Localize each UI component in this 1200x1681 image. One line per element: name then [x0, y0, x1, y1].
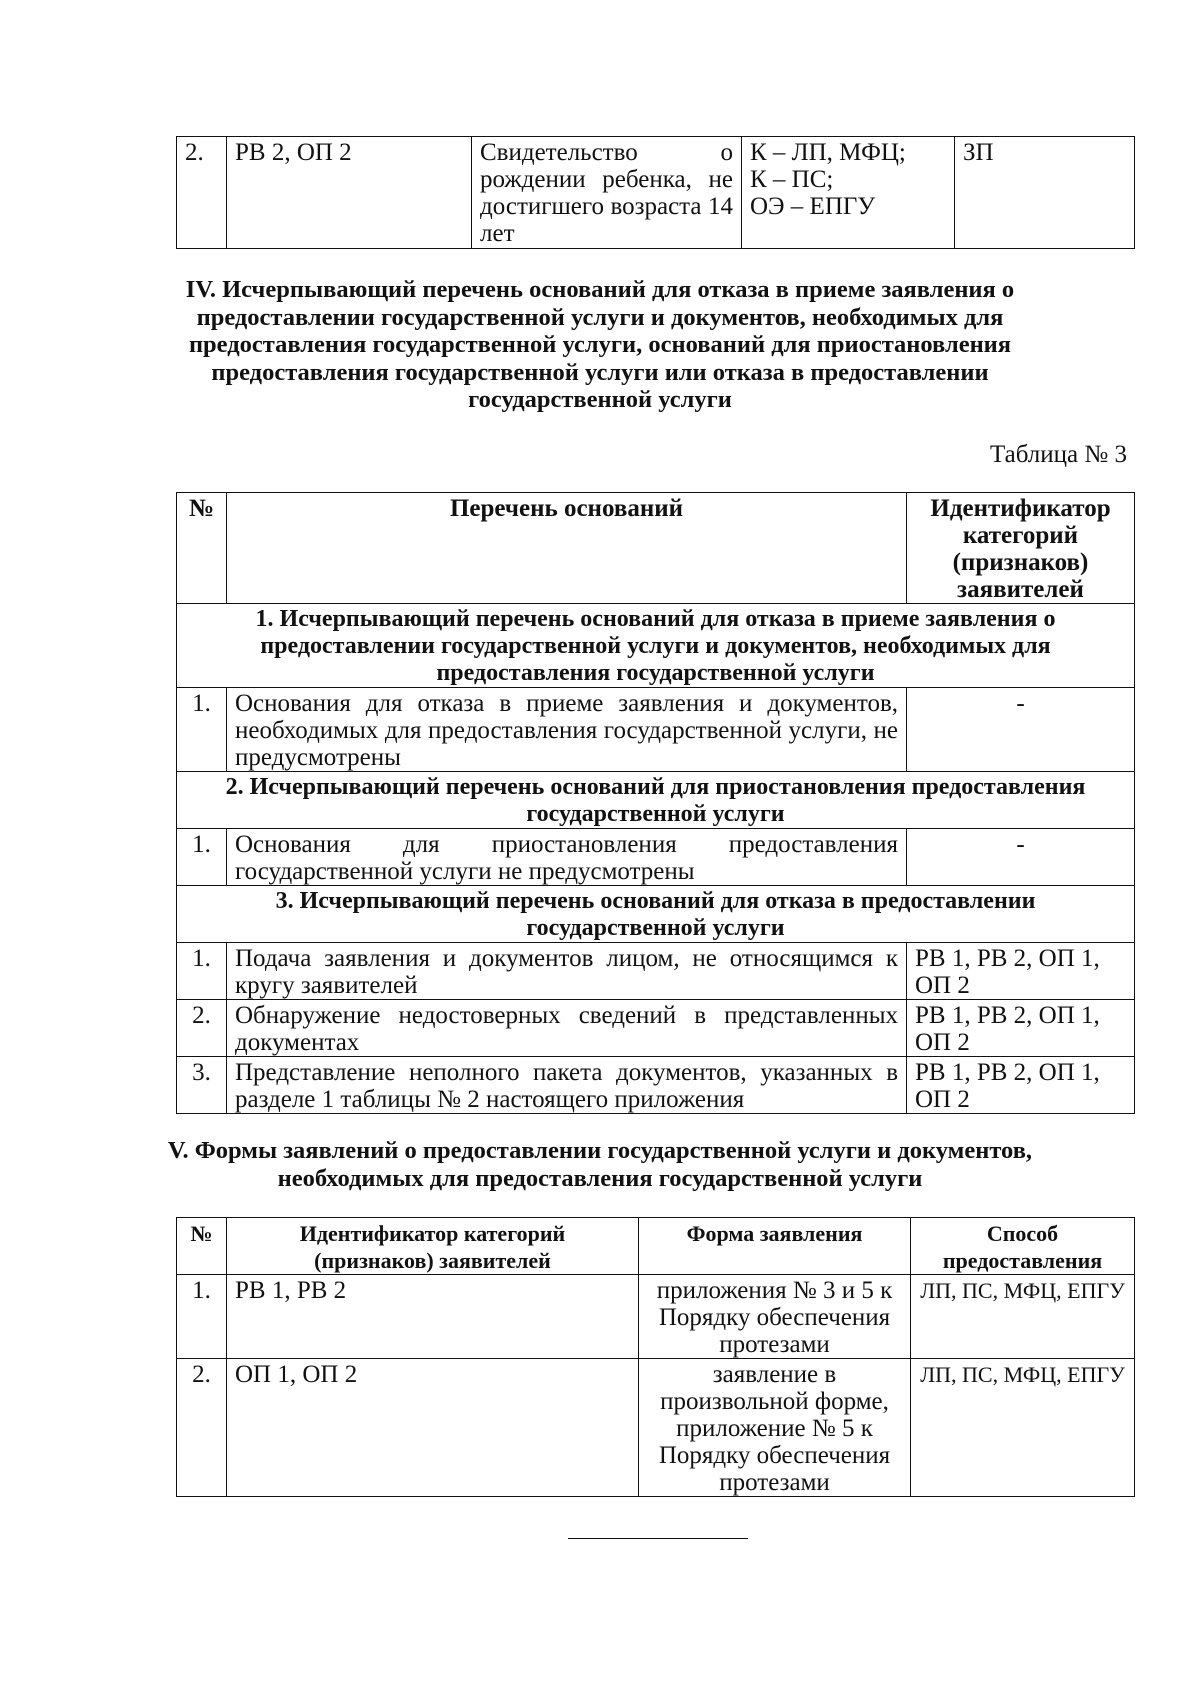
table-row — [177, 943, 1135, 1000]
submission-method: ЛП, ПС, МФЦ, ЕПГУ — [911, 1275, 1135, 1359]
row-number: 1. — [177, 829, 227, 886]
header-grounds: Перечень оснований — [227, 493, 907, 604]
method-line: К – ПС; — [750, 166, 834, 193]
applicant-id: РВ 1, РВ 2, ОП 1, ОП 2 — [907, 943, 1135, 1000]
table-row — [177, 829, 1135, 886]
applicant-id: РВ 1, РВ 2, ОП 1, ОП 2 — [907, 1000, 1135, 1057]
group-title: 1. Исчерпывающий перечень оснований для отказа в приеме заявления о предоставлении государственной услуги и документов, необходимых для предоставления государственной услуги — [177, 604, 1135, 688]
group-title-row — [177, 604, 1135, 688]
table-row — [177, 1359, 1135, 1497]
applicant-id: - — [907, 688, 1135, 772]
table-row — [177, 137, 1135, 249]
section-5-title: V. Формы заявлений о предоставлении государственной услуги и документов, необходимых для предоставления государственной услуги — [167, 1137, 1033, 1192]
table-row — [177, 1000, 1135, 1057]
table-row — [177, 1057, 1135, 1114]
ground-text: Основания для отказа в приеме заявления и документов, необходимых для предоставления государственной услуги, не предусмотрены — [227, 688, 907, 772]
row-number: 2. — [177, 1359, 227, 1497]
group-title-row — [177, 772, 1135, 829]
application-form: приложения № 3 и 5 к Порядку обеспечения протезами — [639, 1275, 911, 1359]
ground-text: Обнаружение недостоверных сведений в представленных документах — [227, 1000, 907, 1057]
header-form: Форма заявления — [639, 1218, 911, 1275]
section-4-title: IV. Исчерпывающий перечень оснований для отказа в приеме заявления о предоставлении государственной услуги и документов, необходимых для предоставления государственной услуги, оснований для приостановления предоставления государственной услуги или отказа в предоставлении государственной услуги — [185, 276, 1015, 413]
header-number: № — [177, 1218, 227, 1275]
group-title: 2. Исчерпывающий перечень оснований для приостановления предоставления государственной услуги — [177, 772, 1135, 829]
grounds-table — [176, 492, 1135, 1114]
table-row — [177, 1275, 1135, 1359]
document-code: ЗП — [955, 137, 1135, 249]
method-line: ОЭ – ЕПГУ — [750, 193, 876, 220]
application-forms-table — [176, 1217, 1135, 1497]
applicant-id: РВ 2, ОП 2 — [227, 137, 472, 249]
application-form: заявление в произвольной форме, приложение № 5 к Порядку обеспечения протезами — [639, 1359, 911, 1497]
row-number: 2. — [177, 137, 227, 249]
header-method: Способ предоставления — [911, 1218, 1135, 1275]
group-title: 3. Исчерпывающий перечень оснований для отказа в предоставлении государственной услуги — [177, 886, 1135, 943]
documents-table-fragment — [176, 136, 1135, 249]
document-name: Свидетельство о рождении ребенка, не достигшего возраста 14 лет — [472, 137, 742, 249]
header-number: № — [177, 493, 227, 604]
submission-method: ЛП, ПС, МФЦ, ЕПГУ — [911, 1359, 1135, 1497]
applicant-id: - — [907, 829, 1135, 886]
ground-text: Основания для приостановления предоставления государственной услуги не предусмотрены — [227, 829, 907, 886]
header-applicant-id: Идентификатор категорий (признаков) заявителей — [227, 1218, 639, 1275]
header-applicant-id: Идентификатор категорий (признаков) заявителей — [907, 493, 1135, 604]
row-number: 3. — [177, 1057, 227, 1114]
table-row — [177, 688, 1135, 772]
end-divider — [568, 1538, 748, 1539]
row-number: 1. — [177, 943, 227, 1000]
applicant-id: РВ 1, РВ 2, ОП 1, ОП 2 — [907, 1057, 1135, 1114]
ground-text: Подача заявления и документов лицом, не относящимся к кругу заявителей — [227, 943, 907, 1000]
row-number: 2. — [177, 1000, 227, 1057]
table-caption: Таблица № 3 — [989, 441, 1127, 468]
applicant-id: ОП 1, ОП 2 — [227, 1359, 639, 1497]
table-header-row — [177, 1218, 1135, 1275]
group-title-row — [177, 886, 1135, 943]
row-number: 1. — [177, 1275, 227, 1359]
method-line: К – ЛП, МФЦ; — [750, 139, 906, 166]
submission-method — [742, 137, 955, 249]
table-header-row — [177, 493, 1135, 604]
row-number: 1. — [177, 688, 227, 772]
ground-text: Представление неполного пакета документов, указанных в разделе 1 таблицы № 2 настоящего приложения — [227, 1057, 907, 1114]
applicant-id: РВ 1, РВ 2 — [227, 1275, 639, 1359]
